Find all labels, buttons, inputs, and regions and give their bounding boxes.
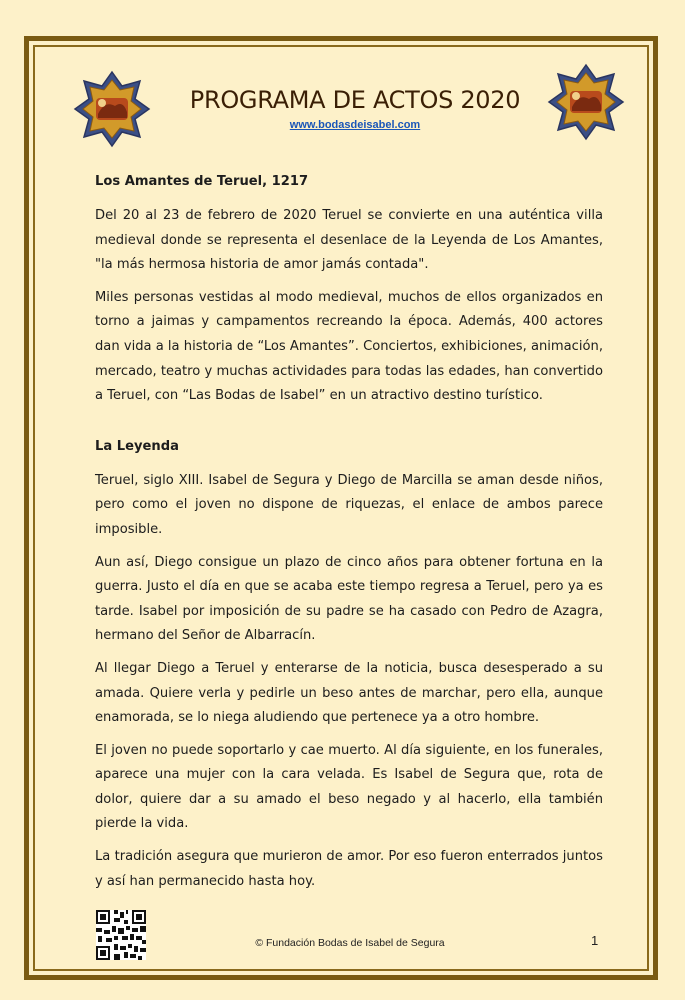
paragraph: Al llegar Diego a Teruel y enterarse de la noticia, busca desesperado a su amada. Quiere verla y pedirle un beso antes de marchar, pero ella, aunque enamorada, se lo niega aludiendo que pertenece ya a otro hombre. (95, 660, 603, 726)
star-emblem-icon (73, 70, 151, 148)
footer-copyright: © Fundación Bodas de Isabel de Segura (255, 937, 445, 949)
paragraph: La tradición asegura que murieron de amor. Por eso fueron enterrados juntos y así han permanecido hasta hoy. (95, 849, 603, 889)
paragraph: Miles personas vestidas al modo medieval, muchos de ellos organizados en torno a jaimas y campamentos recreando la época. Además, 400 actores dan vida a la historia de “Los Amantes”. Conciertos, exhibiciones, animación, mercado, teatro y muchas actividades para todas las edades, han convertido a Teruel, con “Las Bodas de Isabel” en un atractivo destino turístico. (95, 289, 603, 404)
page-number: 1 (591, 933, 599, 948)
star-emblem-icon (547, 63, 625, 141)
paragraph: Teruel, siglo XIII. Isabel de Segura y Diego de Marcilla se aman desde niños, pero como el joven no dispone de riquezas, el enlace de ambos parece imposible. (95, 472, 603, 537)
website-link[interactable]: www.bodasdeisabel.com (289, 119, 421, 131)
paragraph: El joven no puede soportarlo y cae muerto. Al día siguiente, en los funerales, aparece una mujer con la cara velada. Es Isabel de Segura que, rota de dolor, quiere dar a su amado el beso negado y al hacerlo, ella también pierde la vida. (95, 742, 603, 832)
page-title: PROGRAMA DE ACTOS 2020 (189, 86, 521, 114)
paragraph: Del 20 al 23 de febrero de 2020 Teruel se convierte en una auténtica villa medieval donde se representa el desenlace de la Leyenda de Los Amantes, "la más hermosa historia de amor jamás contada". (95, 208, 603, 273)
section-heading: La Leyenda (95, 438, 179, 454)
section-heading: Los Amantes de Teruel, 1217 (95, 174, 309, 189)
qr-code-icon (96, 910, 146, 960)
document-body (95, 170, 603, 902)
paragraph: Aun así, Diego consigue un plazo de cinco años para obtener fortuna en la guerra. Justo el día en que se acaba este tiempo regresa a Teruel, pero ya es tarde. Isabel por imposición de su padre se ha casado con Pedro de Azagra, hermano del Señor de Albarracín. (95, 554, 603, 644)
